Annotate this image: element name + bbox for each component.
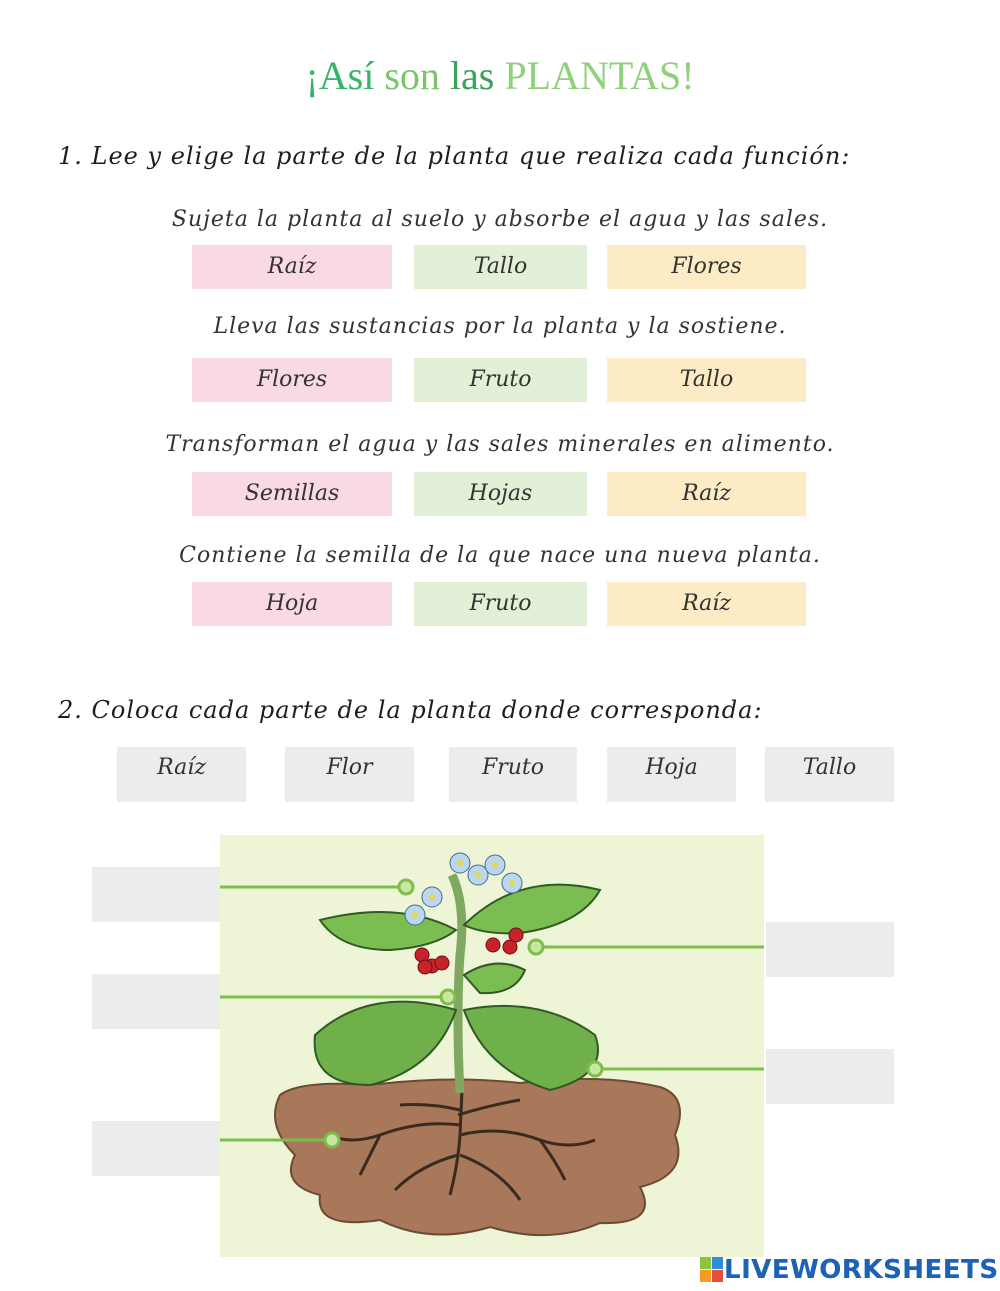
question-1-prompt-3: Transforman el agua y las sales minerales en alimento. (165, 432, 835, 457)
drop-zone-left-3[interactable] (92, 1121, 220, 1176)
option-1-1[interactable]: Raíz (192, 245, 392, 289)
drop-zone-right-1[interactable] (766, 922, 894, 977)
title-part-3: las (449, 53, 505, 98)
question-1-prompt-1: Sujeta la planta al suelo y absorbe el agua y las sales. (171, 207, 829, 232)
option-3-2[interactable]: Hojas (414, 472, 587, 516)
option-4-1[interactable]: Hoja (192, 582, 392, 626)
option-2-3[interactable]: Tallo (607, 358, 806, 402)
drag-word-fruto[interactable]: Fruto (449, 747, 577, 802)
drop-zone-left-1[interactable] (92, 867, 220, 922)
drop-zone-right-2[interactable] (766, 1049, 894, 1104)
logo-icon (700, 1257, 724, 1283)
drop-zone-left-2[interactable] (92, 974, 220, 1029)
title-part-4: PLANTAS! (504, 53, 695, 98)
plant-illustration (220, 835, 764, 1257)
logo-text: LIVEWORKSHEETS (724, 1255, 999, 1285)
option-1-3[interactable]: Flores (607, 245, 806, 289)
stem (452, 875, 462, 1093)
drag-word-flor[interactable]: Flor (285, 747, 414, 802)
drag-word-tallo[interactable]: Tallo (765, 747, 894, 802)
drag-word-hoja[interactable]: Hoja (607, 747, 736, 802)
option-3-1[interactable]: Semillas (192, 472, 392, 516)
option-4-2[interactable]: Fruto (414, 582, 587, 626)
option-2-1[interactable]: Flores (192, 358, 392, 402)
question-1-prompt-4: Contiene la semilla de la que nace una nueva planta. (179, 543, 821, 568)
plant-drawing (220, 835, 764, 1257)
option-1-2[interactable]: Tallo (414, 245, 587, 289)
title-part-1: ¡Así (305, 53, 385, 98)
drag-word-raiz[interactable]: Raíz (117, 747, 246, 802)
liveworksheets-logo (700, 1255, 999, 1285)
question-1-instruction: 1. Lee y elige la parte de la planta que realiza cada función: (58, 142, 851, 170)
option-4-3[interactable]: Raíz (607, 582, 806, 626)
soil-shape (275, 1079, 680, 1235)
title-part-2: son (384, 53, 450, 98)
question-2-instruction: 2. Coloca cada parte de la planta donde corresponda: (58, 696, 763, 724)
question-1-prompt-2: Lleva las sustancias por la planta y la sostiene. (213, 314, 787, 339)
worksheet-title (0, 52, 1000, 99)
option-3-3[interactable]: Raíz (607, 472, 806, 516)
option-2-2[interactable]: Fruto (414, 358, 587, 402)
